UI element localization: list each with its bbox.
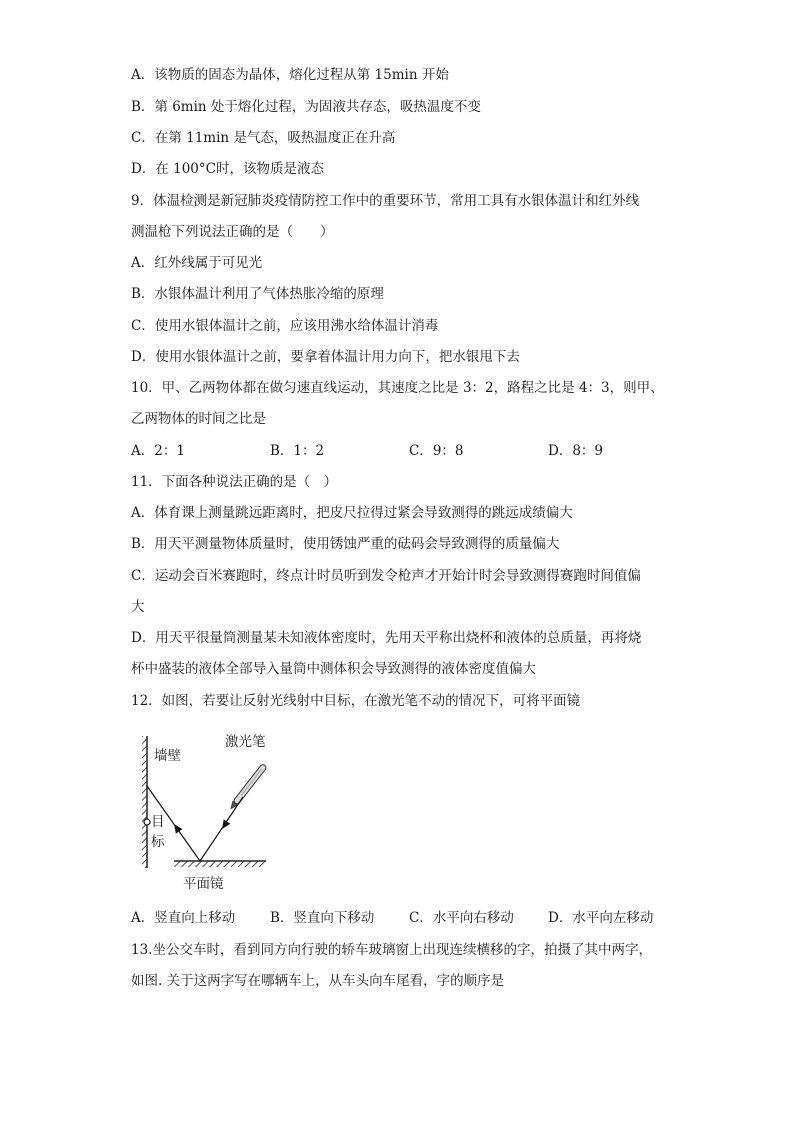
- q10-option-c: C．9：8: [409, 443, 464, 459]
- q10-option-a: A．2：1: [131, 443, 185, 459]
- mirror-reflection-figure: [136, 728, 286, 898]
- q10-stem-line1: 10．甲、乙两物体都在做匀速直线运动，其速度之比是 3：2，路程之比是 4：3，则甲、: [131, 380, 664, 396]
- reflected-ray-arrow: [171, 822, 183, 834]
- q9-stem-line2: 测温枪下列说法正确的是（ ）: [131, 224, 334, 240]
- q13-stem-line1: 13.坐公交车时，看到同方向行驶的轿车玻璃窗上出现连续横移的字，拍摄了其中两字，: [131, 942, 652, 958]
- q9-option-a: A．红外线属于可见光: [131, 255, 263, 271]
- q12-option-d: D．水平向左移动: [548, 910, 654, 926]
- q8-option-b: B．第 6min 处于熔化过程，为固液共存态，吸热温度不变: [131, 99, 481, 115]
- q11-option-c-line2: 大: [131, 599, 145, 615]
- q9-option-c: C．使用水银体温计之前，应该用沸水给体温计消毒: [131, 318, 439, 334]
- q13-stem-line2: 如图. 关于这两字写在哪辆车上，从车头向车尾看，字的顺序是: [131, 973, 505, 989]
- q10-stem-line2: 乙两物体的时间之比是: [131, 411, 266, 427]
- q8-option-a: A．该物质的固态为晶体，熔化过程从第 15min 开始: [131, 67, 449, 83]
- laser-pen-label: 激光笔: [225, 734, 266, 750]
- q8-option-c: C．在第 11min 是气态，吸热温度正在升高: [131, 130, 396, 146]
- q11-option-a: A．体育课上测量跳远距离时，把皮尺拉得过紧会导致测得的跳远成绩偏大: [131, 505, 573, 521]
- q10-option-d: D．8：9: [548, 443, 604, 459]
- q11-option-d-line1: D．用天平很量筒测量某未知液体密度时，先用天平称出烧杯和液体的总质量，再将烧: [131, 630, 642, 646]
- mirror-hatching: [174, 861, 266, 867]
- q11-option-d-line2: 杯中盛装的液体全部导入量筒中测体积会导致测得的液体密度值偏大: [131, 661, 536, 677]
- q12-option-c: C．水平向右移动: [409, 910, 514, 926]
- q9-stem-line1: 9．体温检测是新冠肺炎疫情防控工作中的重要环节，常用工具有水银体温计和红外线: [131, 193, 640, 209]
- q8-option-d: D．在 100°C时，该物质是液态: [131, 161, 324, 177]
- q11-option-b: B．用天平测量物体质量时，使用锈蚀严重的砝码会导致测得的质量偏大: [131, 536, 560, 552]
- q12-stem: 12．如图，若要让反射光线射中目标，在激光笔不动的情况下，可将平面镜: [131, 693, 581, 709]
- target-label-top: 目: [151, 814, 165, 830]
- q12-option-a: A．竖直向上移动: [131, 910, 236, 926]
- incident-ray-arrow: [219, 819, 231, 831]
- q12-option-b: B．竖直向下移动: [270, 910, 375, 926]
- q9-option-b: B．水银体温计利用了气体热胀冷缩的原理: [131, 286, 384, 302]
- wall-label: 墙壁: [154, 748, 181, 764]
- q9-option-d: D．使用水银体温计之前，要拿着体温计用力向下，把水银甩下去: [131, 349, 520, 365]
- q11-stem: 11．下面各种说法正确的是（ ）: [131, 474, 338, 490]
- incident-ray: [200, 797, 243, 861]
- target-label-bottom: 标: [151, 834, 165, 850]
- target-icon: [144, 819, 150, 825]
- q11-option-c-line1: C．运动会百米赛跑时，终点计时员听到发令枪声才开始计时会导致测得赛跑时间值偏: [131, 568, 641, 584]
- laser-pen-icon: [229, 763, 268, 810]
- mirror-label: 平面镜: [183, 876, 224, 892]
- q10-option-b: B．1：2: [270, 443, 325, 459]
